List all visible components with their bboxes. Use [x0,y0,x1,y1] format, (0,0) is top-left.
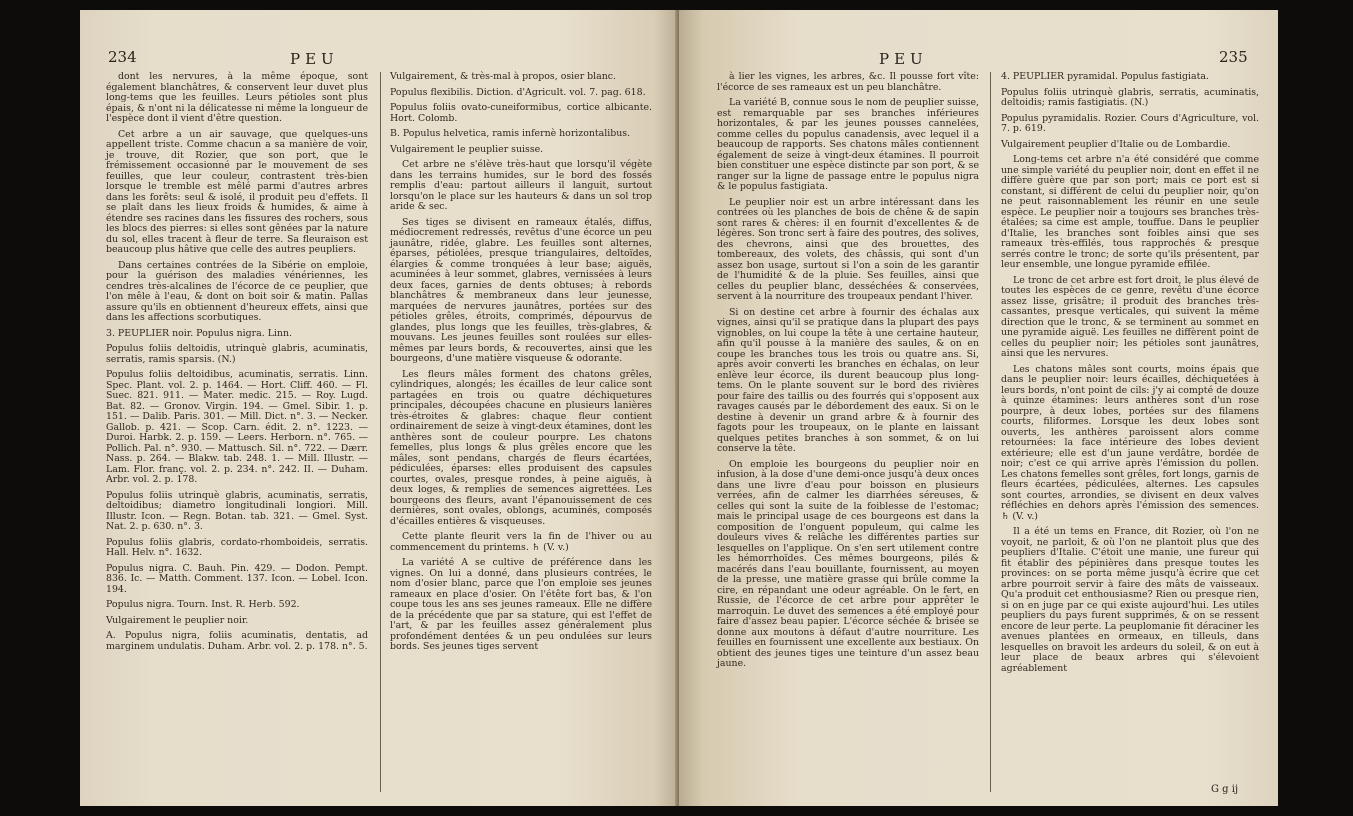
right-page [679,10,1278,806]
left-column-1 [106,72,368,657]
page-number: 235 [1219,48,1248,66]
paragraph: Long-tems cet arbre n'a été considéré que comme une simple variété du peuplier noir, dont en effet il ne diffère guère que par son port; mais ce port est si constant, si différent de celui du peuplier noir, qu'on ne peut raisonnablement les réunir en une seule espèce. Le peuplier noir a toujours ses branches très-étalées; sa cime est ample, touffue. Dans le peuplier d'Italie, les branches sont foibles ainsi que ses rameaux très-effilés, tous rapprochés & presque serrés contre le tronc; de sorte qu'ils présentent, par leur ensemble, une longue pyramide effilée. [1001,154,1259,270]
paragraph: Le peuplier noir est un arbre intéressant dans les contrées où les planches de bois de chêne & de sapin sont rares & chères: il en fournit d'excellentes & de légères. Son tronc sert à faire des poutres, des solives, des chevrons, ainsi que des brouettes, des tombereaux, des volets, des châssis, qui sont d'un assez bon usage, surtout si l'on a soin de les garantir de l'humidité & de la pluie. Ses feuilles, ainsi que celles du peuplier blanc, desséchées & conservées, servent à la nourriture des troupeaux pendant l'hiver. [717,196,979,302]
open-book [80,10,1278,806]
running-head: PEU [879,50,928,68]
paragraph: A. Populus nigra, foliis acuminatis, dentatis, ad marginem undulatis. Duham. Arbr. vol. 2. p. 178. n°. 5. [106,630,368,652]
paragraph: Populus foliis ovato-cuneiformibus, cortice albicante. Hort. Colomb. [390,102,652,124]
paragraph: Vulgairement le peuplier suisse. [390,143,544,155]
paragraph: Dans certaines contrées de la Sibérie on emploie, pour la guérison des maladies vénériennes, les cendres très-alcalines de l'écorce de ce peuplier, que l'on mêle à l'eau, & dont on boit soir & matin. Pallas assure qu'ils en obtiennent d'heureux effets, ainsi que dans les affections scorbutiques. [106,259,368,323]
paragraph: Cette plante fleurit vers la fin de l'hiver ou au commencement du printems. ♄ (V. v.) [390,531,652,553]
paragraph: Cet arbre ne s'élève très-haut que lorsqu'il végète dans les terrains humides, sur le bord des fossés remplis d'eau: partout ailleurs il languit, surtout lorsqu'on le place sur les hauteurs & dans un sol trop aride & sec. [390,159,652,212]
paragraph: Vulgairement le peuplier noir. [106,614,249,626]
page-number: 234 [108,48,137,66]
paragraph: à lier les vignes, les arbres, &c. Il pousse fort vîte: l'écorce de ses rameaux est un peu blanchâtre. [717,71,979,93]
paragraph: 4. PEUPLIER pyramidal. Populus fastigiata. [1001,71,1209,82]
paragraph: Populus foliis utrinquè glabris, serratis, acuminatis, deltoidis; ramis fastigiatis. (N.) [1001,86,1259,108]
left-column-2 [390,72,652,658]
left-page [80,10,679,806]
paragraph: On emploie les bourgeons du peuplier noir en infusion, à la dose d'une demi-once jusqu'à deux onces dans une livre d'eau pour boisson en plusieurs verrées, afin de calmer les diarrhées séreuses, & celles qui sont la suite de la foiblesse de l'estomac; mais le principal usage de ces bourgeons est dans la composition de l'onguent populeum, qui calme les douleurs vives & relâche les différentes parties sur lesquelles on l'applique. On s'en sert utilement contre les hémorrhoïdes. Ces mêmes bourgeons, pilés & macérés dans l'eau bouillante, fournissent, au moyen de la presse, une matière grasse qui brûle comme la cire, en répandant une odeur agréable. On le fert, en Russie, de l'écorce de cet arbre pour apprêter le marroquin. Le duvet des semences a été employé pour faire d'assez beau papier. L'écorce séchée & brisée se donne aux moutons à défaut d'autre nourriture. Les feuilles en fournissent une excellente aux bestiaux. On obtient des jeunes tiges une teinture d'un assez beau jaune. [717,458,979,669]
paragraph: La variété B, connue sous le nom de peuplier suisse, est remarquable par ses branches inférieures horizontales, & par les jeunes pousses cannelées, comme celles du populus canadensis, avec lequel il a beaucoup de rapports. Ses chatons mâles contiennent également de seize à vingt-deux étamines. Il pourroit bien constituer une espèce distincte par son port, & se ranger sur la ligne de passage entre le populus nigra & le populus fastigiata. [717,97,979,192]
paragraph: Populus foliis deltoidibus, acuminatis, serratis. Linn. Spec. Plant. vol. 2. p. 1464. — Hort. Cliff. 460. — Fl. Suec. 821. 911. — Mater. medic. 215. — Roy. Lugd. Bat. 82. — Gronov. Virgin. 194. — Gmel. Sibir. 1. p. 151. — Dalib. Paris. 301. — Mill. Dict. n°. 3. — Necker. Gallob. p. 421. — Scop. Carn. édit. 2. n°. 1223. — Duroi. Harbk. 2. p. 159. — Leers. Herborn. n°. 765. — Pollich. Pal. n°. 930. — Mattusch. Sil. n°. 722. — Dærr. Nass. p. 264. — Blakw. tab. 248. 1. — Mill. Illustr. — Lam. Flor. franç. vol. 2. p. 234. n°. 242. II. — Duham. Arbr. vol. 2. p. 178. [106,369,368,485]
paragraph: Les fleurs mâles forment des chatons grêles, cylindriques, alongés; les écailles de leur calice sont partagées en trois ou quatre déchiquetures principales, découpées chacune en plusieurs lanières très-étroites & glabres: chaque fleur contient ordinairement de seize à vingt-deux étamines, dont les anthères sont de couleur pourpre. Les chatons femelles, plus longs & plus grêles encore que les mâles, sont pendans, chargés de fleurs écartées, pédiculées, éparses: elles produisent des capsules courtes, ovales, presque rondes, à peine aiguës, à deux loges, & remplies de semences aigrettées. Les bourgeons des fleurs, avant l'épanouissement de ces dernières, sont ovales, oblongs, acuminés, composés d'écailles entières & visqueuses. [390,368,652,527]
right-column-1 [717,72,979,675]
paragraph: Vulgairement peuplier d'Italie ou de Lombardie. [1001,138,1231,150]
paragraph: Populus nigra. C. Bauh. Pin. 429. — Dodon. Pempt. 836. Ic. — Matth. Comment. 137. Icon. — Lobel. Icon. 194. [106,562,368,595]
paragraph: Ses tiges se divisent en rameaux étalés, diffus, médiocrement redressés, revêtus d'une écorce un peu jaunâtre, ridée, glabre. Les feuilles sont alternes, éparses, pétiolées, presque triangulaires, deltoïdes, élargies & comme tronquées à leur base; aiguës, acuminées à leur sommet, glabres, vernissées à leurs deux faces, garnies de dents obtuses; à rebords blanchâtres & membraneux dans leur jeunesse, marquées de nervures jaunâtres, portées sur des pétioles grêles, étroits, comprimés, dépourvus de glandes, plus longs que les feuilles, très-glabres, & mouvans. Les jeunes feuilles sont roulées sur elles-mêmes par leurs bords, & recouvertes, ainsi que les bourgeons, d'une matière visqueuse & odorante. [390,216,652,364]
paragraph: Populus nigra. Tourn. Inst. R. Herb. 592. [106,599,300,610]
paragraph: Vulgairement, & très-mal à propos, osier blanc. [390,71,617,82]
column-divider [380,72,381,792]
paragraph: Populus pyramidalis. Rozier. Cours d'Agriculture, vol. 7. p. 619. [1001,112,1259,134]
right-column-2 [1001,72,1259,679]
paragraph: 3. PEUPLIER noir. Populus nigra. Linn. [106,327,292,339]
paragraph: Le tronc de cet arbre est fort droit, le plus élevé de toutes les espèces de ce genre, revêtu d'une écorce assez lisse, grisâtre; il produit des branches très-cassantes, presque verticales, qui suivent la même direction que le tronc, & se terminent au sommet en une pyramide aiguë. Les feuilles ne diffèrent point de celles du peuplier noir; les pétioles sont jaunâtres, ainsi que les nervures. [1001,274,1259,359]
column-divider [990,72,991,792]
paragraph: Populus foliis deltoidis, utrinquè glabris, acuminatis, serratis, ramis sparsis. (N.) [106,343,368,365]
paragraph: La variété A se cultive de préférence dans les vignes. On lui a donné, dans plusieurs contrées, le nom d'osier blanc, parce que l'on emploie ses jeunes rameaux en place d'osier. On l'étête fort bas, & l'on coupe tous les ans ses jeunes rameaux. Elle ne diffère de la précédente que par sa stature, qui est l'effet de l'art, & par les feuilles assez généralement plus profondément dentées & un peu ondulées sur leurs bords. Ses jeunes tiges servent [390,557,652,652]
paragraph: Les chatons mâles sont courts, moins épais que dans le peuplier noir: leurs écailles, déchiquetées à leurs bords, n'ont point de cils: j'y ai compté de douze à quinze étamines: leurs anthères sont d'un rose pourpre, à deux lobes, portées sur des filamens courts, filiformes. Lorsque les deux lobes sont ouverts, les anthères paroissent alors comme retournées: la face intérieure des lobes devient extérieure; elle est d'un jaune verdâtre, bordée de noir; c'est ce qui arrive après l'émission du pollen. Les chatons femelles sont grêles, fort longs, garnis de fleurs écartées, pédiculées, alternes. Les capsules sont courtes, arrondies, se divisent en deux valves réfléchies en dehors après l'émission des semences. ♄ (V. v.) [1001,363,1259,522]
paragraph: Populus flexibilis. Diction. d'Agricult. vol. 7. pag. 618. [390,86,646,98]
paragraph: Si on destine cet arbre à fournir des échalas aux vignes, ainsi qu'il se pratique dans la plupart des pays vignobles, on lui coupe la tête à une certaine hauteur, afin qu'il pousse à la manière des saules, & on en coupe les branches tous les trois ou quatre ans. Si, après avoir converti les branches en échalas, on leur enlève leur écorce, ils durent beaucoup plus long-tems. On le plante souvent sur le bord des rivières pour faire des taillis ou des fourrés qui s'opposent aux ravages causés par le débordement des eaux. Si on le destine à devenir un grand arbre & à fournir des fagots pour les troupeaux, on le plante en laissant quelques petites branches à son sommet, & on lui conserve la tête. [717,306,979,454]
signature-mark: G g ij [1211,784,1239,795]
running-head: PEU [290,50,339,68]
paragraph: Populus foliis utrinquè glabris, acuminatis, serratis, deltoidibus; diametro longitudinali longiori. Mill. Illustr. Icon. — Regn. Botan. tab. 321. — Gmel. Syst. Nat. 2. p. 630. n°. 3. [106,489,368,532]
paragraph: Cet arbre a un air sauvage, que quelques-uns appellent triste. Comme chacun a sa manière de voir, je trouve, dit Rozier, que son port, que le frémissement occasionné par le mouvement de ses feuilles, que leur couleur, contrastent très-bien lorsque le tremble est mêlé parmi d'autres arbres dans les forêts: seul & isolé, il produit peu d'effets. Il se plaît dans les lieux froids & humides, & aime à étendre ses racines dans les fissures des rochers, sous les blocs des pierres: si elles sont gênées par la nature du sol, elles tracent à fleur de terre. Sa fleuraison est beaucoup plus hâtive que celle des autres peupliers. [106,128,368,255]
paragraph: B. Populus helvetica, ramis infernè horizontalibus. [390,128,631,139]
paragraph: Il a été un tems en France, dit Rozier, où l'on ne voyoit, ne parloit, & où l'on ne plantoit plus que des peupliers d'Italie. C'étoit une manie, une fureur qui fit établir des pépinières dans presque toutes les provinces: on se porta même jusqu'à écrire que cet arbre pourroit servir à faire des mâts de vaisseaux. Qu'a produit cet enthousiasme? Rien ou presque rien, si on en juge par ce qui existe aujourd'hui. Les utiles peupliers du pays furent supprimés, & on se ressent encore de leur perte. La peuplomanie fit déraciner les avenues plantées en ormeaux, en tilleuls, dans lesquelles on bravoit les ardeurs du soleil, & on eut à leur place de beaux arbres qui s'élevoient agréablement [1001,526,1259,674]
paragraph: dont les nervures, à la même époque, sont également blanchâtres, & conservent leur duvet plus long-tems que les feuilles. Leurs pétioles sont plus épais, & n'ont ni la délicatesse ni même la longueur de l'espèce dont il vient d'être question. [106,71,368,124]
paragraph: Populus foliis glabris, cordato-rhomboideis, serratis. Hall. Helv. n°. 1632. [106,536,368,558]
